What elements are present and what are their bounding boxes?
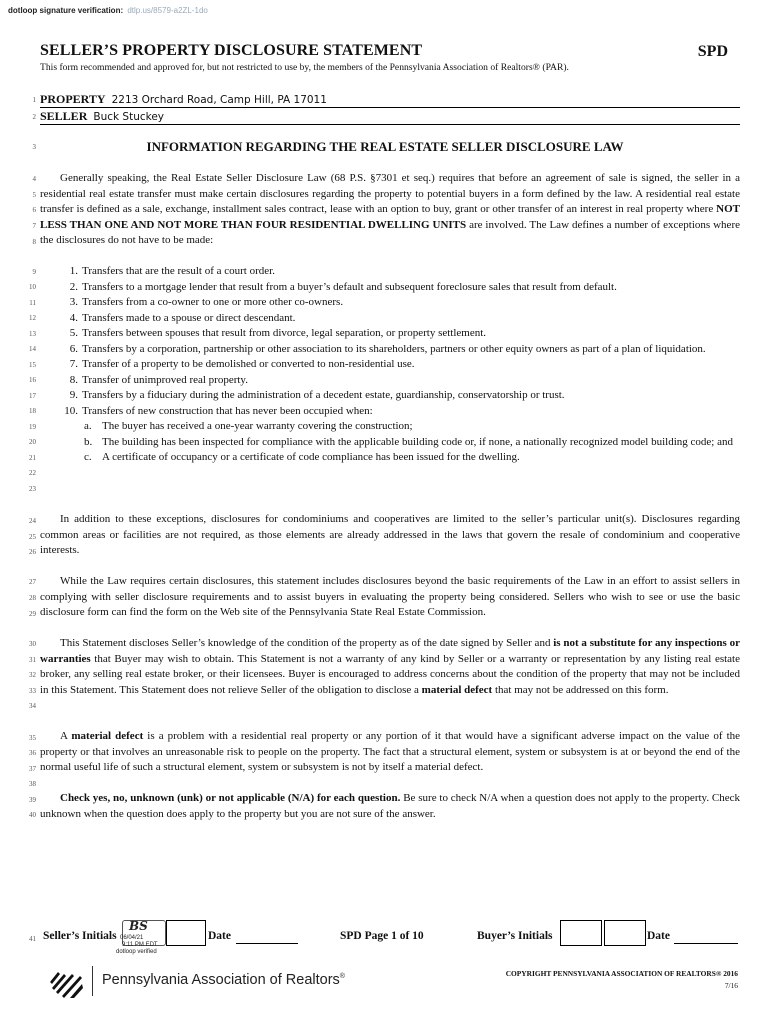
exception-number: 8. (69, 373, 78, 386)
intro-text-2: are involved. The Law defines a number of exceptions where the disclosures do not have to be made: (40, 218, 740, 247)
line-number: 28 (29, 594, 36, 602)
page-number: SPD Page 1 of 10 (340, 930, 424, 942)
stamp-time: 9:11 PM EDT (122, 942, 158, 948)
exception-number: 3. (69, 296, 78, 308)
exception-text: Transfers by a corporation, partnership or other association to its shareholders, partners or other equity owners as part of a plan of liquidation. (82, 342, 706, 355)
line-number: 19 (29, 423, 36, 431)
new-construction-conditions (82, 419, 740, 466)
statement-bold-1: is not a substitute for any inspections or warranties (40, 637, 740, 665)
line-number: 24 (29, 517, 36, 525)
exception-item (40, 342, 740, 358)
statement-bold-2: material defect (421, 683, 493, 696)
line-number: 35 (29, 734, 36, 742)
line-number: 13 (29, 330, 36, 338)
exception-item (40, 280, 740, 296)
exception-text: Transfer of a property to be demolished or converted to non-residential use. (82, 358, 415, 370)
line-number: 7 (32, 222, 36, 230)
form-code: SPD (697, 43, 728, 60)
line-number: 23 (29, 485, 36, 493)
exception-text: Transfers of new construction that has never been occupied when: (82, 404, 373, 417)
exception-item (40, 388, 740, 404)
condition-letter: b. (84, 435, 93, 448)
exception-number: 4. (69, 311, 78, 324)
exception-number: 2. (69, 280, 78, 293)
seller-label: SELLER (40, 109, 88, 123)
signature-mark: BS (129, 919, 148, 933)
exception-number: 1. (69, 265, 78, 277)
condition-letter: c. (84, 451, 92, 463)
dotloop-verification (8, 6, 208, 15)
condition-item (82, 435, 740, 451)
seller-initials-box-2[interactable] (166, 920, 206, 946)
exception-item (40, 373, 740, 389)
logo-text (102, 972, 345, 988)
exception-number: 10. (64, 404, 78, 417)
stamp-verified: dotloop verified (116, 949, 157, 955)
line-number: 6 (32, 206, 36, 214)
line-number: 30 (29, 640, 36, 648)
check-text: Be sure to check N/A when a question does not apply to the property. Check unknown when the question does apply to the property but you are not sure of the answer. (40, 792, 741, 820)
line-number: 27 (29, 578, 36, 586)
logo-name: Pennsylvania Association of Realtors (102, 972, 340, 988)
line-number: 1 (32, 96, 36, 104)
line-number: 11 (29, 299, 36, 307)
statement-text-1: This Statement discloses Seller’s knowledge of the condition of the property as of the date signed by Seller and (60, 637, 554, 649)
line-number: 38 (29, 780, 36, 788)
exception-text: Transfers to a mortgage lender that result from a buyer’s default and subsequent foreclosure sales that result from default. (82, 280, 617, 293)
line-number: 41 (29, 935, 36, 943)
condition-letter: a. (84, 420, 92, 432)
exception-item (40, 326, 740, 342)
law-paragraph (40, 574, 740, 621)
keystone-logo-icon (50, 964, 84, 998)
exception-item (40, 264, 740, 280)
exception-text: Transfers by a fiduciary during the administration of a decedent estate, guardianship, conservatorship or trust. (82, 389, 565, 401)
condition-text: The building has been inspected for compliance with the applicable building code or, if none, a nationally recognized model building code; and (102, 435, 733, 448)
buyer-date-field[interactable] (674, 943, 738, 944)
condition-item (82, 450, 740, 466)
intro-bold: NOT LESS THAN ONE AND NOT MORE THAN FOUR RESIDENTIAL DWELLING UNITS (40, 203, 740, 231)
defect-text-2: is a problem with a residential real property or any portion of it that would have a significant adverse impact on the value of the property or that involves an unreasonable risk to people on the property. The fact that a structural element, system or subsystem is at or beyond the end of the normal useful life of such a structural element, system or subsystem is not by itself a material defect. (40, 730, 741, 774)
seller-value[interactable]: Buck Stuckey (93, 111, 164, 123)
check-bold: Check yes, no, unknown (unk) or not applicable (N/A) for each question. (60, 792, 401, 804)
seller-field[interactable] (40, 109, 740, 125)
copyright: COPYRIGHT PENNSYLVANIA ASSOCIATION OF REALTORS® 2016 (505, 969, 738, 978)
form-version: 7/16 (724, 981, 738, 990)
par-logo (50, 962, 390, 1002)
initials-row (40, 920, 760, 960)
condition-text: The buyer has received a one-year warranty covering the construction; (102, 420, 413, 432)
line-number: 16 (29, 376, 36, 384)
property-value[interactable]: 2213 Orchard Road, Camp Hill, PA 17011 (111, 94, 327, 106)
condition-item (82, 419, 740, 435)
line-number: 15 (29, 361, 36, 369)
line-number: 12 (29, 314, 36, 322)
exception-number: 6. (69, 342, 78, 355)
verification-link[interactable]: dtlp.us/8579-a2ZL-1do (127, 6, 208, 15)
exception-text: Transfers from a co-owner to one or more other co-owners. (82, 296, 344, 308)
line-number: 32 (29, 671, 36, 679)
seller-initials-label: Seller’s Initials (43, 930, 117, 942)
line-number: 2 (32, 113, 36, 121)
statement-text-3: that may not be addressed on this form. (492, 683, 669, 696)
line-number: 37 (29, 765, 36, 773)
intro-paragraph (40, 171, 740, 249)
line-number: 8 (32, 238, 36, 246)
line-number: 10 (29, 283, 36, 291)
exception-item (40, 404, 740, 466)
line-number: 34 (29, 702, 36, 710)
line-number: 31 (29, 656, 36, 664)
exception-number: 5. (69, 327, 78, 339)
exception-text: Transfers that are the result of a court order. (82, 265, 275, 277)
section-heading: INFORMATION REGARDING THE REAL ESTATE SELLER DISCLOSURE LAW (146, 139, 624, 154)
condo-text: In addition to these exceptions, disclosures for condominiums and cooperatives are limited to the seller’s particular unit(s). Disclosures regarding common areas or facilities are not required, as those elements are already addressed in the laws that govern the resale of condominium and cooperative interests. (40, 513, 740, 557)
law-text: While the Law requires certain disclosures, this statement includes disclosures beyond the basic requirements of the Law in an effort to assist sellers in complying with seller disclosure requirements and to assist buyers in evaluating the property being considered. Sellers who wish to see or use the basic disclosure form can find the form on the Web site of the Pennsylvania State Real Estate Commission. (40, 575, 740, 619)
stamp-date: 06/04/21 (120, 935, 144, 941)
intro-text-1: Generally speaking, the Real Estate Seller Disclosure Law (68 P.S. §7301 et seq.) requires that before an agreement of sale is signed, the seller in a residential real estate transfer must make certain disclosures regarding the property to potential buyers in a form defined by the law. A residential real estate transfer is defined as a sale, exchange, installment sales contract, lease with an option to buy, grant or other transfer of an interest in real property where (40, 172, 740, 216)
form-subtitle: This form recommended and approved for, but not restricted to use by, the members of the Pennsylvania Association of Realtors® (PAR). (40, 62, 569, 73)
line-number: 4 (32, 175, 36, 183)
line-number: 21 (29, 454, 36, 462)
exception-text: Transfers between spouses that result from divorce, legal separation, or property settlement. (82, 327, 487, 339)
line-number: 40 (29, 811, 36, 819)
buyer-initials-box-2[interactable] (604, 920, 646, 946)
line-number: 3 (32, 143, 36, 151)
buyer-date-label: Date (647, 930, 670, 942)
defect-paragraph (40, 729, 740, 776)
line-number: 5 (32, 191, 36, 199)
check-paragraph (40, 791, 740, 822)
form-title: SELLER’S PROPERTY DISCLOSURE STATEMENT (40, 42, 423, 59)
seller-date-label: Date (208, 930, 231, 942)
defect-bold: material defect (71, 730, 144, 742)
line-number: 18 (29, 407, 36, 415)
exception-number: 9. (69, 389, 78, 401)
line-number: 29 (29, 610, 36, 618)
line-number: 25 (29, 533, 36, 541)
statement-text-2: that Buyer may wish to obtain. This Statement is not a warranty of any kind by Seller or a warranty or representation by any listing real estate broker, any selling real estate broker, or their licensees. Buyer is encouraged to address concerns about the condition of the property that may not be included in this Statement. This Statement does not relieve Seller of the obligation to disclose a (40, 652, 740, 696)
exception-text: Transfer of unimproved real property. (82, 373, 248, 386)
condition-text: A certificate of occupancy or a certificate of code compliance has been issued for the dwelling. (102, 451, 520, 463)
verification-label: dotloop signature verification: (8, 6, 124, 15)
defect-text-1: A (60, 730, 72, 742)
line-number: 22 (29, 469, 36, 477)
statement-paragraph (40, 636, 740, 698)
exceptions-list (40, 264, 740, 466)
exception-text: Transfers made to a spouse or direct descendant. (82, 311, 296, 324)
seller-date-field[interactable] (236, 943, 298, 944)
logo-trademark: ® (339, 973, 345, 981)
line-number: 33 (29, 687, 36, 695)
exception-item (40, 311, 740, 327)
property-field[interactable] (40, 92, 740, 108)
line-number: 26 (29, 548, 36, 556)
condo-paragraph (40, 512, 740, 559)
exception-item (40, 357, 740, 373)
exception-number: 7. (69, 358, 78, 370)
buyer-initials-box-1[interactable] (560, 920, 602, 946)
line-number: 20 (29, 438, 36, 446)
line-number: 9 (32, 268, 36, 276)
logo-divider (92, 966, 93, 996)
line-number: 36 (29, 749, 36, 757)
exception-item (40, 295, 740, 311)
line-number: 17 (29, 392, 36, 400)
property-label: PROPERTY (40, 92, 106, 106)
buyer-initials-label: Buyer’s Initials (477, 930, 553, 942)
line-number: 39 (29, 796, 36, 804)
line-number: 14 (29, 345, 36, 353)
